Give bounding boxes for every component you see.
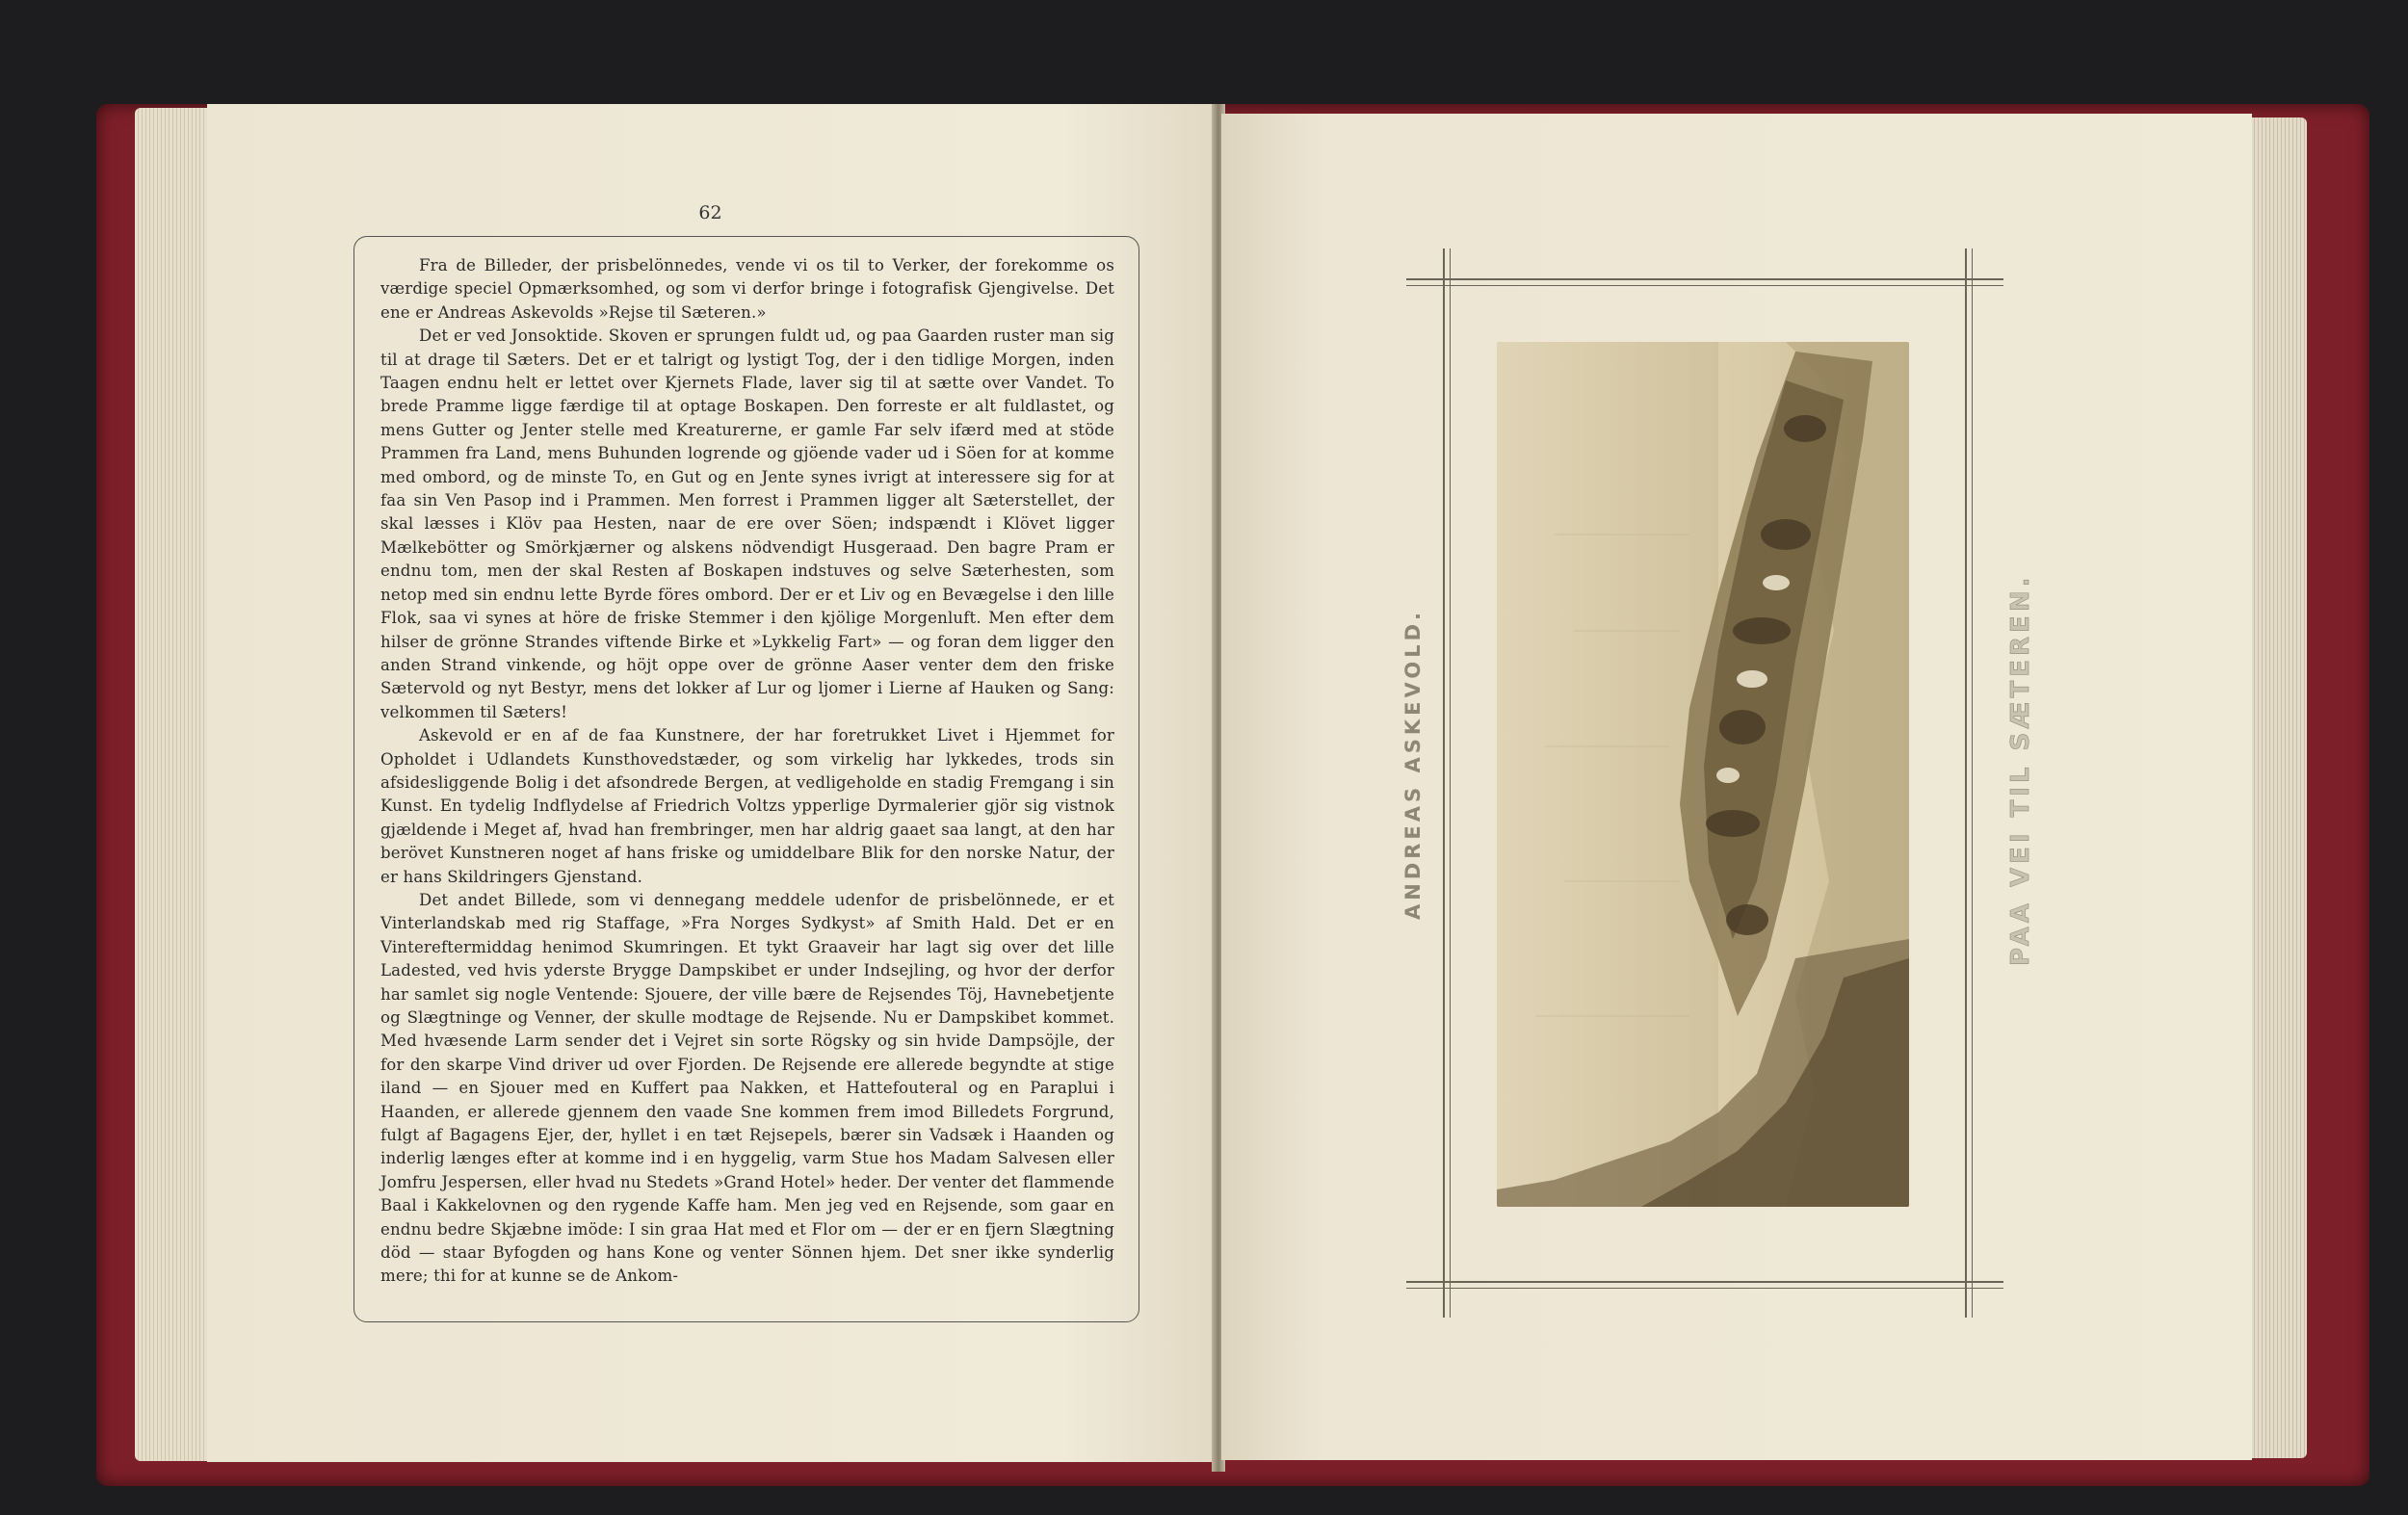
artist-caption: ANDREAS ASKEVOLD.: [1401, 609, 1425, 920]
text-frame: [353, 236, 1139, 1322]
paragraph-2: Det er ved Jonsoktide. Skoven er sprungen fuldt ud, og paa Gaarden ruster man sig til at drage til Sæters. Det er et talrigt og lystigt Tog, der i den tidlige Morgen, inden Taagen endnu helt er lettet over Kjernets Flade, laver sig til at sætte over Vandet. To brede Pramme ligge færdige til at optage Boskapen. Den forreste er alt fuldlastet, og mens Gutter og Jenter stelle med Kreaturerne, er gamle Far selv ifærd med at stöde Prammen fra Land, mens Buhunden logrende og gjöende vader ud i Söen for at komme med ombord, og de minste To, en Gut og en Jente synes ivrigt at interessere sig for at faa sin Ven Pasop ind i Prammen. Men forrest i Prammen ligger alt Sæterstellet, der skal læsses i Klöv paa Hesten, naar de ere over Söen; indspændt i Klövet ligger Mælkebötter og Smörkjærner og alskens nödvendigt Husgeraad. Den bagre Pram er endnu tom, men der skal Resten af Boskapen indstuves og selve Sæterhesten, som netop med sin endnu lette Byrde föres ombord. Der er et Liv og en Bevægelse i den lille Flok, saa vi synes at höre de friske Stemmer i den kjölige Morgenluft. Men efter dem hilser de grönne Strandes viftende Birke et »Lykkelig Fart» — og foran dem ligger den anden Strand vinkende, og höjt oppe over de grönne Aaser venter dem den friske Sætervold og nyt Bestyr, mens det lokker af Lur og ljomer i Lierne af Hauken og Sang: velkommen til Sæters!: [380, 327, 1114, 721]
page-number: 62: [698, 202, 722, 223]
frame-right-line: [1965, 248, 1967, 1318]
frame-right-line-inner: [1972, 248, 1973, 1318]
frame-bottom-line: [1406, 1281, 2003, 1283]
frame-left-line: [1443, 248, 1445, 1318]
frame-left-line-inner: [1450, 248, 1451, 1318]
left-page: [207, 104, 1214, 1462]
frame-top-line-inner: [1406, 285, 2003, 286]
photograph-plate: [1497, 342, 1909, 1207]
text-body: [380, 254, 1114, 1289]
title-caption: PAA VEI TIL SÆTEREN.: [2006, 573, 2035, 966]
right-page: [1221, 114, 2252, 1460]
frame-bottom-line-inner: [1406, 1288, 2003, 1289]
paragraph-3: Askevold er en af de faa Kunstnere, der har foretrukket Livet i Hjemmet for Opholdet i Udlandets Kunsthovedstæder, og som virkelig har lykkedes, trods sin afsidesliggende Bolig i det afsondrede Bergen, at vedligeholde en stadig Fremgang i sin Kunst. En tydelig Indflydelse af Friedrich Voltzs ypperlige Dyrmalerier gjör sig vistnok gjældende i Meget af, hvad han frembringer, men har aldrig gaaet saa langt, at den har berövet Kunstneren noget af hans friske og umiddelbare Blik for den norske Natur, der er hans Skildringers Gjenstand.: [380, 726, 1114, 886]
frame-top-line: [1406, 278, 2003, 280]
left-page-edges: [135, 108, 212, 1461]
paragraph-4: Det andet Billede, som vi dennegang meddele udenfor de prisbelönnede, er et Vinterlandskab med rig Staffage, »Fra Norges Sydkyst» af Smith Hald. Det er en Vintereftermiddag henimod Skumringen. Et tykt Graaveir har lagt sig over det lille Ladested, ved hvis yderste Brygge Dampskibet er under Indsejling, og hvor der derfor har samlet sig nogle Ventende: Sjouere, der ville bære de Rejsendes Töj, Havnebetjente og Slægtninge og Venner, der skulle modtage de Rejsende. Nu er Dampskibet kommet. Med hvæsende Larm sender det i Vejret sin sorte Rögsky og sin hvide Dampsöjle, der for den skarpe Vind driver ud over Fjorden. De Rejsende ere allerede begyndte at stige iland — en Sjouer med en Kuffert paa Nakken, et Hattefouteral og en Paraplui i Haanden, er allerede gjennem den vaade Sne kommen frem imod Billedets Forgrund, fulgt af Bagagens Ejer, der, hyllet i en tæt Rejsepels, bærer sin Vadsæk i Haanden og inderlig længes efter at komme ind i en hyggelig, varm Stue hos Madam Salvesen eller Jomfru Jespersen, eller hvad nu Stedets »Grand Hotel» heder. Der venter det flammende Baal i Kakkelovnen og den rygende Kaffe ham. Men jeg ved en Rejsende, som gaar en endnu bedre Skjæbne imöde: I sin graa Hat med et Flor om — der er en fjern Slægtning död — staar Byfogden og hans Kone og venter Sönnen hjem. Det sner ikke synderlig mere; thi for at kunne se de Ankom-: [380, 890, 1114, 1286]
paragraph-1: Fra de Billeder, der prisbelönnedes, vende vi os til to Verker, der forekomme os værdige speciel Opmærksomhed, og som vi derfor bringe i fotografisk Gjengivelse. Det ene er Andreas Askevolds »Rejse til Sæteren.»: [380, 256, 1114, 322]
